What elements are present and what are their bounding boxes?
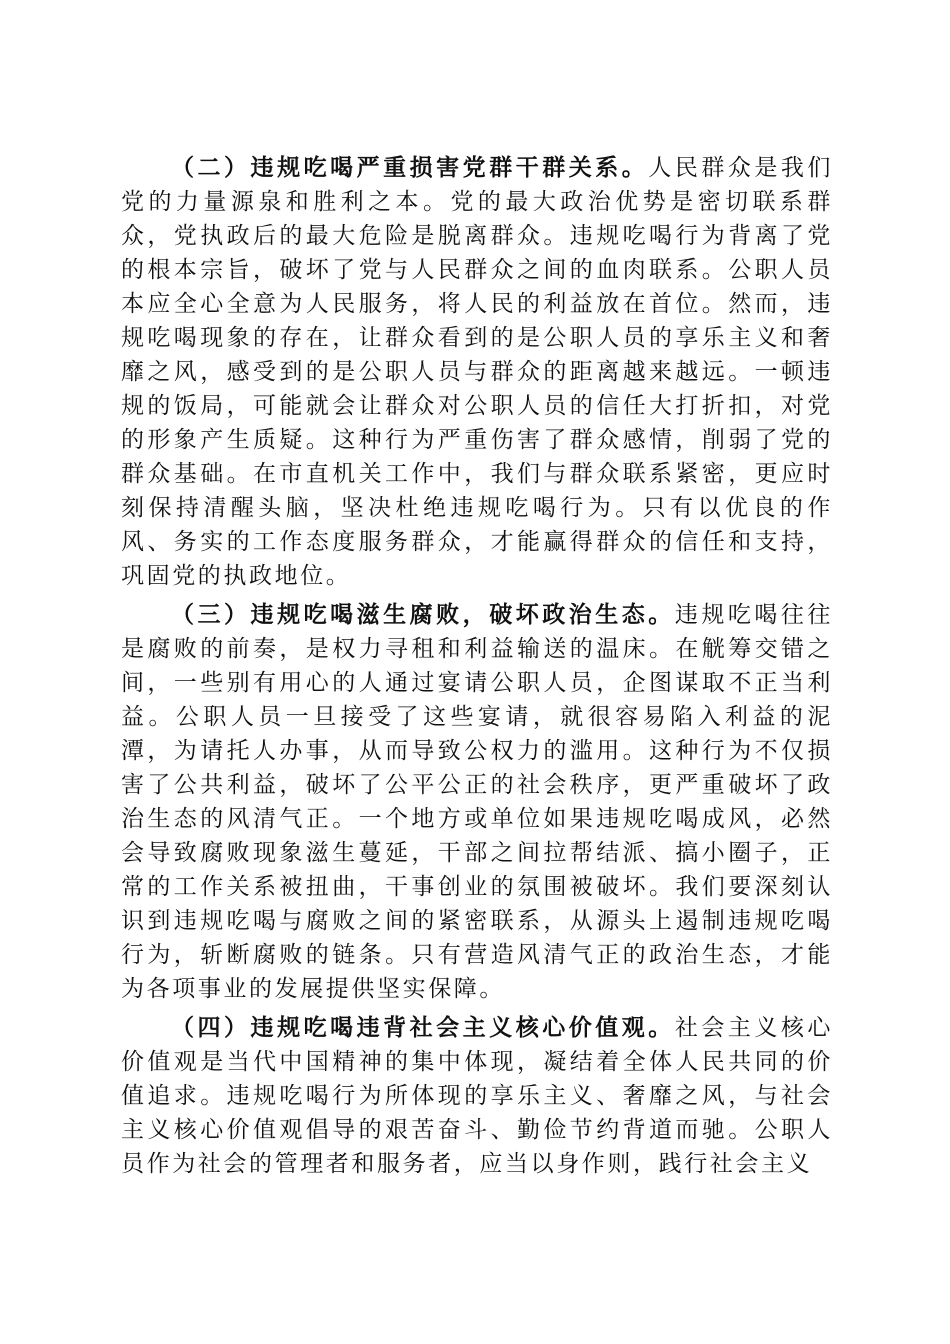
paragraph-2 [121, 151, 833, 593]
section-heading-2: （二）违规吃喝严重损害党群干群关系。 [171, 154, 649, 181]
paragraph-text-3: 违规吃喝往往是腐败的前奏，是权力寻租和利益输送的温床。在觥筹交错之间，一些别有用心的人通过宴请公职人员，企图谋取不正当利益。公职人员一旦接受了这些宴请，就很容易陷入利益的泥潭，为请托人办事，从而导致公权力的滥用。这种行为不仅损害了公共利益，破坏了公平公正的社会秩序，更严重破坏了政治生态的风清气正。一个地方或单位如果违规吃喝成风，必然会导致腐败现象滋生蔓延，干部之间拉帮结派、搞小圈子，正常的工作关系被扭曲，干事创业的氛围被破坏。我们要深刻认识到违规吃喝与腐败之间的紧密联系，从源头上遏制违规吃喝行为，斩断腐败的链条。只有营造风清气正的政治生态，才能为各项事业的发展提供坚实保障。 [121, 602, 833, 1002]
paragraph-3 [121, 598, 833, 1006]
section-heading-3: （三）违规吃喝滋生腐败，破坏政治生态。 [171, 601, 675, 628]
paragraph-text-2: 人民群众是我们党的力量源泉和胜利之本。党的最大政治优势是密切联系群众，党执政后的最大危险是脱离群众。违规吃喝行为背离了党的根本宗旨，破坏了党与人民群众之间的血肉联系。公职人员本应全心全意为人民服务，将人民的利益放在首位。然而，违规吃喝现象的存在，让群众看到的是公职人员的享乐主义和奢靡之风，感受到的是公职人员与群众的距离越来越远。一顿违规的饭局，可能就会让群众对公职人员的信任大打折扣，对党的形象产生质疑。这种行为严重伤害了群众感情，削弱了党的群众基础。在市直机关工作中，我们与群众联系紧密，更应时刻保持清醒头脑，坚决杜绝违规吃喝行为。只有以优良的作风、务实的工作态度服务群众，才能赢得群众的信任和支持，巩固党的执政地位。 [121, 155, 833, 589]
document-body [121, 151, 833, 1181]
paragraph-text-4: 社会主义核心价值观是当代中国精神的集中体现，凝结着全体人民共同的价值追求。违规吃喝行为所体现的享乐主义、奢靡之风，与社会主义核心价值观倡导的艰苦奋斗、勤俭节约背道而驰。公职人员作为社会的管理者和服务者，应当以身作则，践行社会主义 [121, 1015, 833, 1177]
paragraph-4 [121, 1011, 833, 1181]
section-heading-4: （四）违规吃喝违背社会主义核心价值观。 [171, 1014, 675, 1041]
